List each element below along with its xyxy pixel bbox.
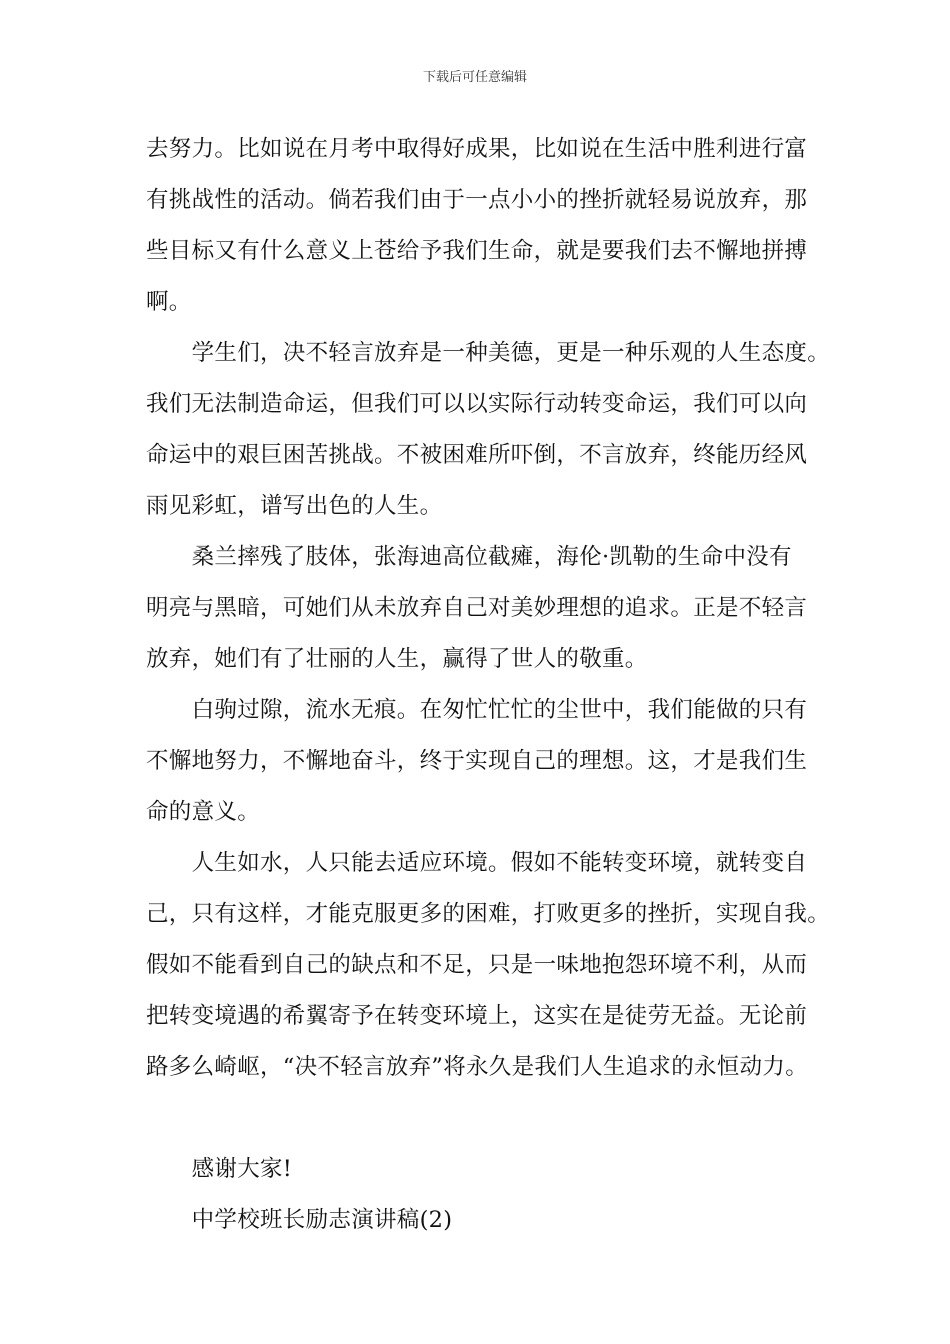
paragraph [146, 838, 831, 1093]
text-line: 去努力。比如说在月考中取得好成果，比如说在生活中胜利进行富 [146, 136, 808, 162]
text-line: 假如不能看到自己的缺点和不足，只是一味地抱怨环境不利，从而 [146, 952, 808, 978]
text-line: 我们无法制造命运，但我们可以以实际行动转变命运，我们可以向 [146, 391, 808, 417]
text-line: 些目标又有什么意义上苍给予我们生命，就是要我们去不懈地拼搏 [146, 238, 808, 264]
text-line: 不懈地努力，不懈地奋斗，终于实现自己的理想。这，才是我们生 [146, 748, 808, 774]
text-line: 有挑战性的活动。倘若我们由于一点小小的挫折就轻易说放弃，那 [146, 187, 808, 213]
text-line: 白驹过隙，流水无痕。在匆忙忙忙的尘世中，我们能做的只有 [146, 697, 808, 723]
text-line: 把转变境遇的希翼寄予在转变环境上，这实在是徒劳无益。无论前 [146, 1003, 808, 1029]
text-line: 桑兰摔残了肢体，张海迪高位截瘫，海伦·凯勒的生命中没有 [146, 544, 792, 570]
closing-thanks: 感谢大家! [146, 1156, 293, 1182]
document-body [146, 124, 831, 1246]
paragraph [146, 685, 814, 838]
paragraph [146, 328, 831, 532]
text-line: 路多么崎岖，“决不轻言放弃”将永久是我们人生追求的永恒动力。 [146, 1054, 809, 1080]
text-line: 啊。 [146, 289, 192, 315]
text-line: 明亮与黑暗，可她们从未放弃自己对美妙理想的追求。正是不轻言 [146, 595, 808, 621]
text-line: 放弃，她们有了壮丽的人生，赢得了世人的敬重。 [146, 646, 648, 672]
text-line: 雨见彩虹，谱写出色的人生。 [146, 493, 443, 519]
text-line: 命运中的艰巨困苦挑战。不被困难所吓倒，不言放弃，终能历经风 [146, 442, 808, 468]
text-line: 己，只有这样，才能克服更多的困难，打败更多的挫折，实现自我。 [146, 901, 831, 927]
page-header-note: 下载后可任意编辑 [422, 70, 527, 85]
text-line: 人生如水，人只能去适应环境。假如不能转变环境，就转变自 [146, 850, 808, 876]
blank-line [146, 1093, 814, 1144]
text-line: 学生们，决不轻言放弃是一种美德，更是一种乐观的人生态度。 [146, 340, 831, 366]
text-line: 命的意义。 [146, 799, 261, 825]
paragraph [146, 124, 814, 328]
next-section-title: 中学校班长励志演讲稿(2) [146, 1207, 453, 1233]
paragraph [146, 532, 814, 685]
